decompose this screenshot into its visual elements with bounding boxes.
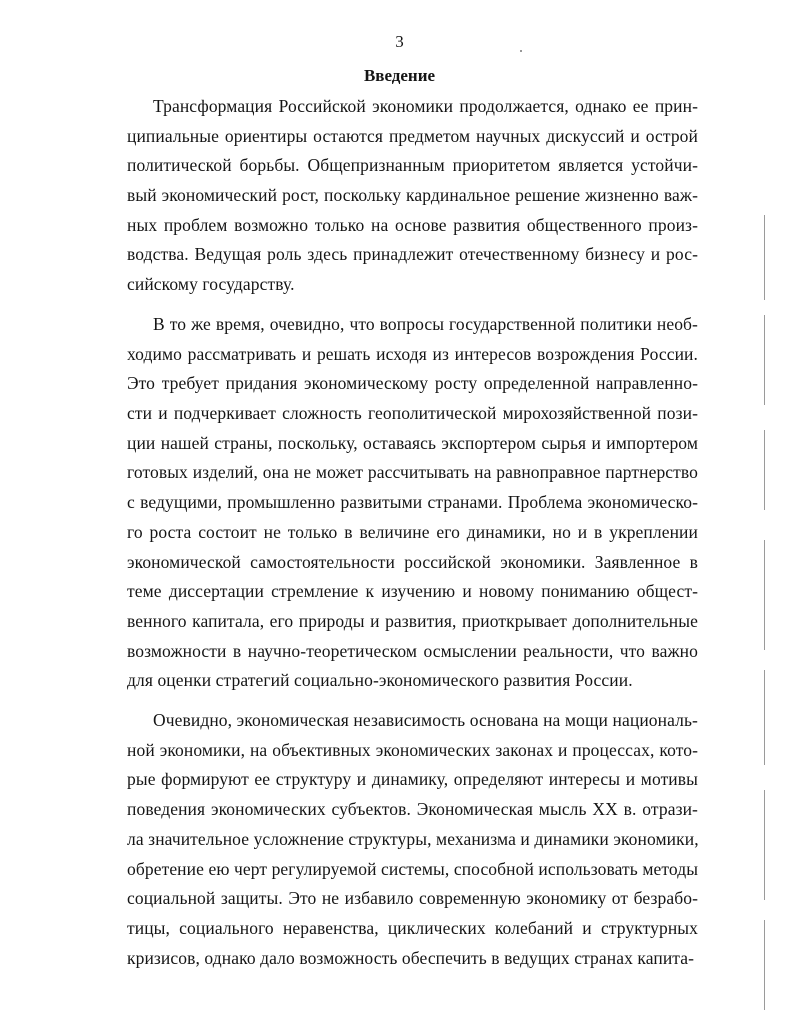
text-line: ции нашей страны, поскольку, оставаясь экспортером сырья и импортером [127,433,698,453]
text-line: ной экономики, на объективных экономических законах и процессах, кото- [127,740,698,760]
section-heading: Введение [363,66,436,85]
text-line: Очевидно, экономическая независимость основана на мощи националь- [153,710,698,730]
text-line: вый экономический рост, поскольку кардинальное решение жизненно важ- [127,185,698,205]
scan-margin-line [764,670,765,765]
scan-margin-line [764,790,765,900]
text-line: рые формируют ее структуру и динамику, определяют интересы и мотивы [127,769,698,789]
text-line: готовых изделий, она не может рассчитывать на равноправное партнерство [127,462,698,482]
text-line: Это требует придания экономическому росту определенной направленно- [127,373,698,393]
text-line: ных проблем возможно только на основе развития общественного произ- [127,215,698,235]
scan-margin-line [764,540,765,650]
text-line: ходимо рассматривать и решать исходя из интересов возрождения России. [127,344,698,364]
scan-speck [520,50,522,52]
text-line: экономической самостоятельности российской экономики. Заявленное в [127,552,698,572]
scan-margin-line [764,920,765,1010]
text-line: ла значительное усложнение структуры, механизма и динамики экономики, [127,829,699,849]
text-line: социальной защиты. Это не избавило современную экономику от безрабо- [127,888,698,908]
text-line: ципиальные ориентиры остаются предметом научных дискуссий и острой [127,126,698,146]
scan-margin-line [764,430,765,510]
text-line: теме диссертации стремление к изучению и новому пониманию общест- [127,581,698,601]
text-line: сийскому государству. [127,274,295,294]
text-line: кризисов, однако дало возможность обеспечить в ведущих странах капита- [127,948,695,968]
text-line: с ведущими, промышленно развитыми странами. Проблема экономическо- [127,492,698,512]
text-line: политической борьбы. Общепризнанным приоритетом является устойчи- [127,155,698,175]
text-line: тицы, социального неравенства, циклических колебаний и структурных [127,918,698,938]
text-line: возможности в научно-теоретическом осмыслении реальности, что важно [127,641,698,661]
text-line: водства. Ведущая роль здесь принадлежит отечественному бизнесу и рос- [127,244,698,264]
text-line: обретение ею черт регулируемой системы, способной использовать методы [127,859,699,879]
text-line: Трансформация Российской экономики продолжается, однако ее прин- [153,96,698,116]
page-number: 3 [395,32,404,51]
text-line: В то же время, очевидно, что вопросы государственной политики необ- [153,314,698,334]
text-line: го роста состоит не только в величине его динамики, но и в укреплении [127,522,698,542]
scan-margin-line [764,215,765,300]
scan-margin-line [764,315,765,405]
text-line: венного капитала, его природы и развития, приоткрывает дополнительные [127,611,698,631]
text-line: сти и подчеркивает сложность геополитической мирохозяйственной пози- [127,403,698,423]
text-line: поведения экономических субъектов. Экономическая мысль XX в. отрази- [127,799,698,819]
text-line: для оценки стратегий социально-экономического развития России. [127,670,633,690]
